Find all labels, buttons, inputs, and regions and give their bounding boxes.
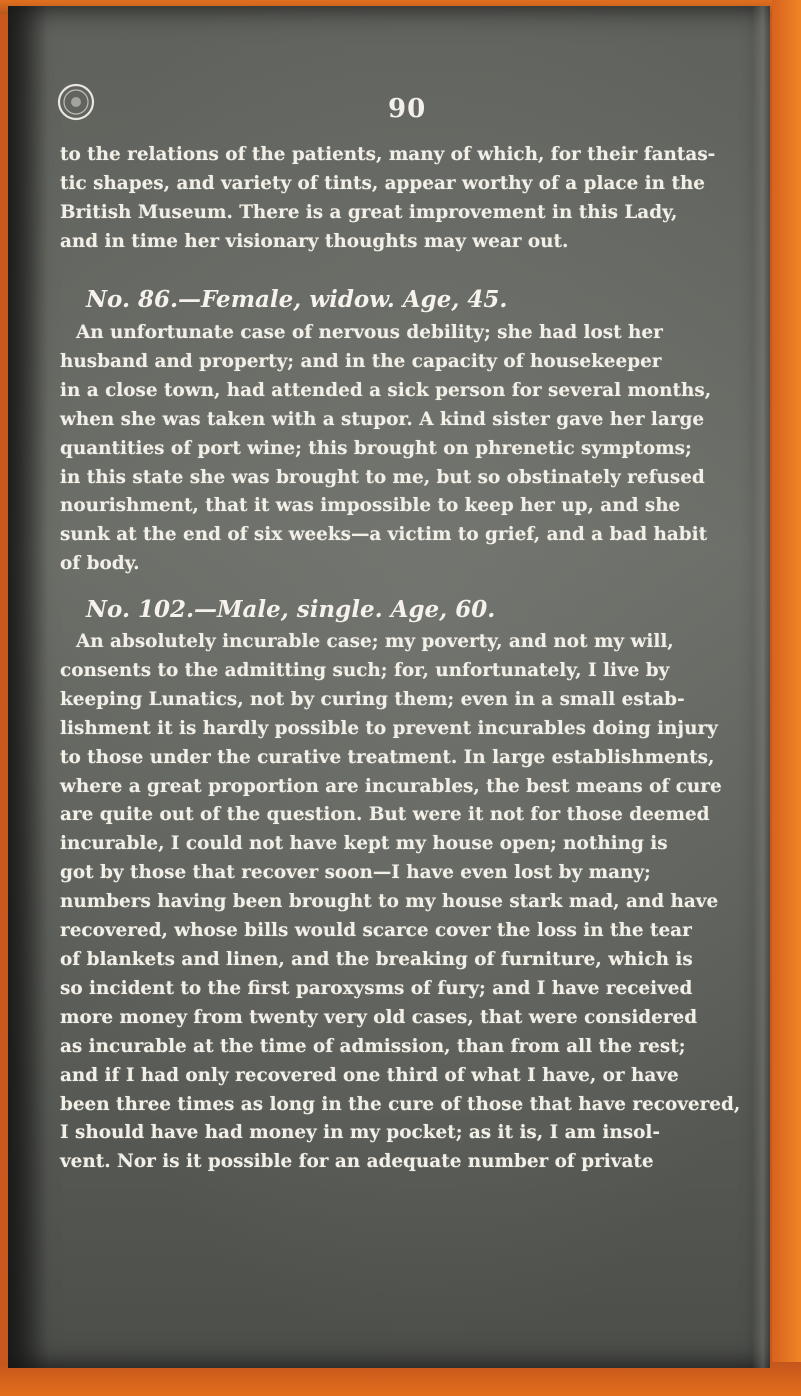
text-line: I should have had money in my pocket; as it is, I am insol- <box>60 1122 660 1144</box>
text-line: An absolutely incurable case; my poverty, and not my will, <box>76 631 674 652</box>
text-line: vent. Nor is it possible for an adequate number of private <box>60 1151 654 1173</box>
text-line: in this state she was brought to me, but so obstinately refused <box>60 466 705 488</box>
text-line: consents to the admitting such; for, unfortunately, I live by <box>60 659 670 681</box>
text-line: incurable, I could not have kept my house open; nothing is <box>60 833 668 855</box>
text-line: more money from twenty very old cases, that were considered <box>60 1006 698 1028</box>
text-line: tic shapes, and variety of tints, appear worthy of a place in the <box>60 172 706 194</box>
text-line: numbers having been brought to my house stark mad, and have <box>60 891 719 913</box>
text-line: been three times as long in the cure of those that have recovered, <box>60 1093 741 1115</box>
page-gutter-shadow <box>8 6 48 1368</box>
page-edge <box>752 6 770 1368</box>
text-line: so incident to the first paroxysms of fury; and I have received <box>60 977 693 999</box>
text-line: sunk at the end of six weeks—a victim to grief, and a bad habit <box>60 524 708 546</box>
text-line: as incurable at the time of admission, than from all the rest; <box>60 1035 686 1057</box>
orange-background-right <box>772 0 801 1396</box>
intro-paragraph <box>58 141 715 257</box>
page-number: 90 <box>388 94 427 124</box>
text-line: are quite out of the question. But were it not for those deemed <box>60 804 710 826</box>
text-line: recovered, whose bills would scarce cover the loss in the tear <box>60 920 692 942</box>
book-page <box>8 6 770 1368</box>
text-line: keeping Lunatics, not by curing them; even in a small estab- <box>60 688 685 710</box>
text-line: lishment it is hardly possible to prevent incurables doing injury <box>60 717 718 739</box>
text-line: and in time her visionary thoughts may wear out. <box>60 230 569 252</box>
text-line: got by those that recover soon—I have even lost by many; <box>60 862 651 884</box>
text-line: where a great proportion are incurables, the best means of cure <box>60 775 722 797</box>
text-line: in a close town, had attended a sick person for several months, <box>60 379 712 401</box>
text-line: of blankets and linen, and the breaking of furniture, which is <box>60 948 693 970</box>
text-line: when she was taken with a stupor. A kind sister gave her large <box>60 408 705 430</box>
text-line: to those under the curative treatment. In large establishments, <box>60 746 715 768</box>
library-stamp-icon <box>56 82 96 122</box>
text-line: and if I had only recovered one third of what I have, or have <box>60 1064 679 1086</box>
text-line: husband and property; and in the capacity of housekeeper <box>60 350 662 372</box>
text-line: of body. <box>60 553 140 575</box>
text-line: to the relations of the patients, many of which, for their fantas- <box>60 144 716 165</box>
case-86-paragraph <box>60 319 711 579</box>
case-102-paragraph <box>60 628 740 1177</box>
text-line: An unfortunate case of nervous debility; she had lost her <box>76 322 663 343</box>
case-heading-86: No. 86.—Female, widow. Age, 45. <box>86 286 508 313</box>
text-line: nourishment, that it was impossible to keep her up, and she <box>60 495 681 517</box>
text-line: quantities of port wine; this brought on phrenetic symptoms; <box>60 437 692 459</box>
text-line: British Museum. There is a great improvement in this Lady, <box>60 201 678 223</box>
case-heading-102: No. 102.—Male, single. Age, 60. <box>86 596 496 623</box>
